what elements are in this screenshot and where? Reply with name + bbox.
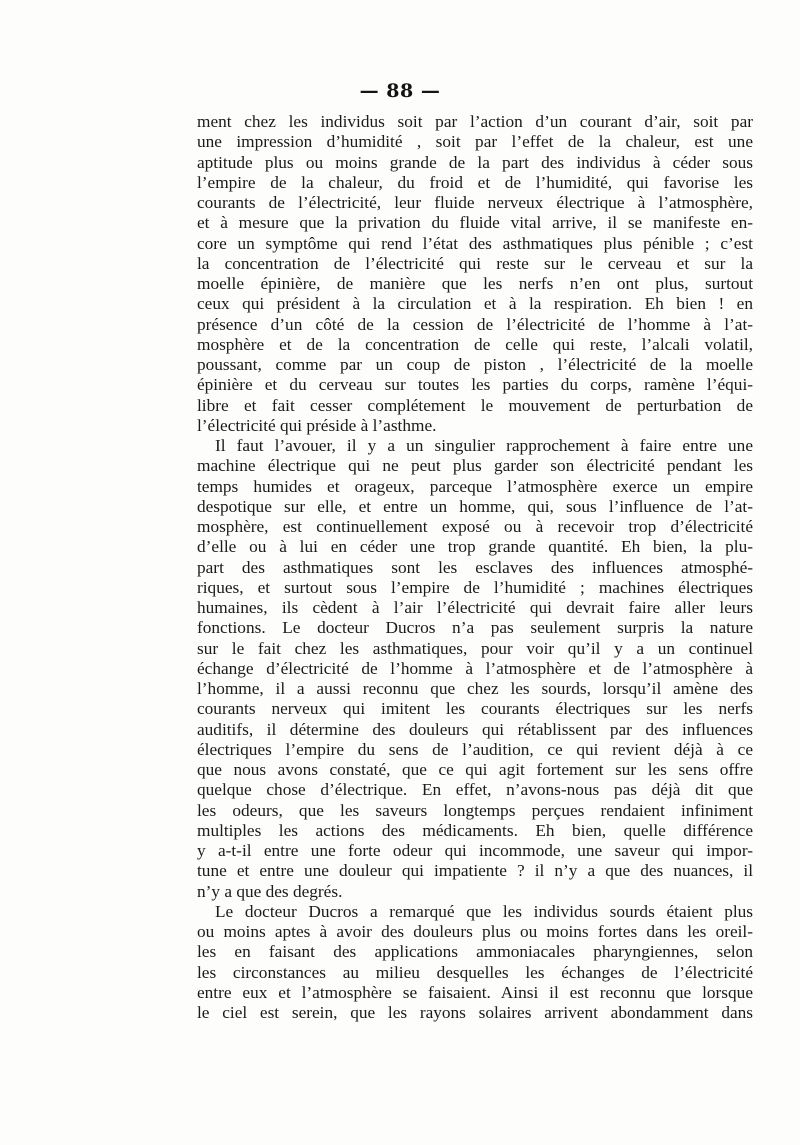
text-line: courants nerveux qui imitent les courants électriques sur les nerfs [197, 699, 753, 719]
text-line: mosphère et de la concentration de celle qui reste, l’alcali volatil, [197, 334, 753, 354]
text-line: fonctions. Le docteur Ducros n’a pas seulement surpris la nature [197, 618, 753, 638]
text-line: humaines, ils cèdent à l’air l’électricité qui devrait faire aller leurs [197, 598, 753, 617]
text-line: une impression d’humidité , soit par l’effet de la chaleur, est une [197, 132, 753, 152]
text-line: courants de l’électricité, leur fluide nerveux électrique à l’atmosphère, [197, 193, 753, 212]
text-line: libre et fait cesser complétement le mouvement de perturbation de [197, 395, 753, 415]
text-line: sur le fait chez les asthmatiques, pour voir qu’il y a un continuel [197, 638, 753, 658]
text-line: l’empire de la chaleur, du froid et de l’humidité, qui favorise les [197, 172, 753, 192]
text-line: temps humides et orageux, parceque l’atmosphère exerce un empire [197, 476, 753, 496]
text-line: l’électricité qui préside à l’asthme. [197, 415, 437, 435]
text-line: la concentration de l’électricité qui reste sur le cerveau et sur la [197, 253, 753, 273]
paragraph [197, 902, 753, 1024]
text-line: le ciel est serein, que les rayons solaires arrivent abondamment dans [197, 1003, 753, 1022]
text-line: d’elle ou à lui en céder une trop grande quantité. Eh bien, la plu- [197, 537, 753, 557]
text-line: les odeurs, que les saveurs longtemps perçues rendaient infiniment [197, 800, 753, 820]
text-line: présence d’un côté de la cession de l’électricité de l’homme à l’at- [197, 314, 753, 334]
text-line: core un symptôme qui rend l’état des asthmatiques plus pénible ; c’est [197, 233, 753, 253]
text-line: les en faisant des applications ammoniacales pharyngiennes, selon [197, 942, 753, 962]
text-line: épinière et du cerveau sur toutes les parties du corps, ramène l’équi- [197, 375, 753, 395]
text-line: auditifs, il détermine des douleurs qui rétablissent par des influences [197, 719, 753, 739]
text-line: riques, et surtout sous l’empire de l’humidité ; machines électriques [197, 577, 753, 597]
text-line: machine électrique qui ne peut plus garder son électricité pendant les [197, 456, 753, 476]
text-line: y a-t-il entre une forte odeur qui incommode, une saveur qui impor- [197, 841, 753, 860]
text-line: ceux qui président à la circulation et à la respiration. Eh bien ! en [197, 294, 753, 314]
text-line: que nous avons constaté, que ce qui agit fortement sur les sens offre [197, 760, 753, 779]
text-line: l’homme, il a aussi reconnu que chez les sourds, lorsqu’il amène des [197, 679, 753, 698]
text-line: et à mesure que la privation du fluide vital arrive, il se manifeste en- [197, 213, 753, 233]
paragraph [197, 112, 753, 436]
text-line: électriques l’empire du sens de l’audition, ce qui revient déjà à ce [197, 739, 753, 759]
body-text [197, 112, 753, 1023]
text-line: moelle épinière, de manière que les nerfs n’en ont plus, surtout [197, 274, 753, 293]
text-line: ment chez les individus soit par l’action d’un courant d’air, soit par [197, 112, 753, 131]
paragraph [197, 436, 753, 902]
text-line: tune et entre une douleur qui impatiente ? il n’y a que des nuances, il [197, 861, 753, 881]
page-number: — 88 — [359, 80, 441, 102]
text-line: échange d’électricité de l’homme à l’atmosphère et de l’atmosphère à [197, 658, 753, 678]
text-line: multiples les actions des médicaments. Eh bien, quelle différence [197, 820, 753, 840]
text-line: mosphère, est continuellement exposé ou à recevoir trop d’électricité [197, 517, 753, 536]
text-line: poussant, comme par un coup de piston , l’électricité de la moelle [197, 355, 753, 374]
text-line: aptitude plus ou moins grande de la part des individus à céder sous [197, 152, 753, 172]
text-line: quelque chose d’électrique. En effet, n’avons-nous pas déjà dit que [197, 780, 753, 800]
text-line: Le docteur Ducros a remarqué que les individus sourds étaient plus [215, 901, 753, 921]
text-line: ou moins aptes à avoir des douleurs plus ou moins fortes dans les oreil- [197, 922, 753, 941]
text-line: les circonstances au milieu desquelles les échanges de l’électricité [197, 962, 753, 982]
text-line: Il faut l’avouer, il y a un singulier rapprochement à faire entre une [215, 436, 753, 455]
text-line: despotique sur elle, et entre un homme, qui, sous l’influence de l’at- [197, 496, 753, 516]
text-line: part des asthmatiques sont les esclaves des influences atmosphé- [197, 557, 753, 577]
text-line: entre eux et l’atmosphère se faisaient. Ainsi il est reconnu que lorsque [197, 982, 753, 1002]
text-line: n’y a que des degrés. [197, 881, 343, 901]
